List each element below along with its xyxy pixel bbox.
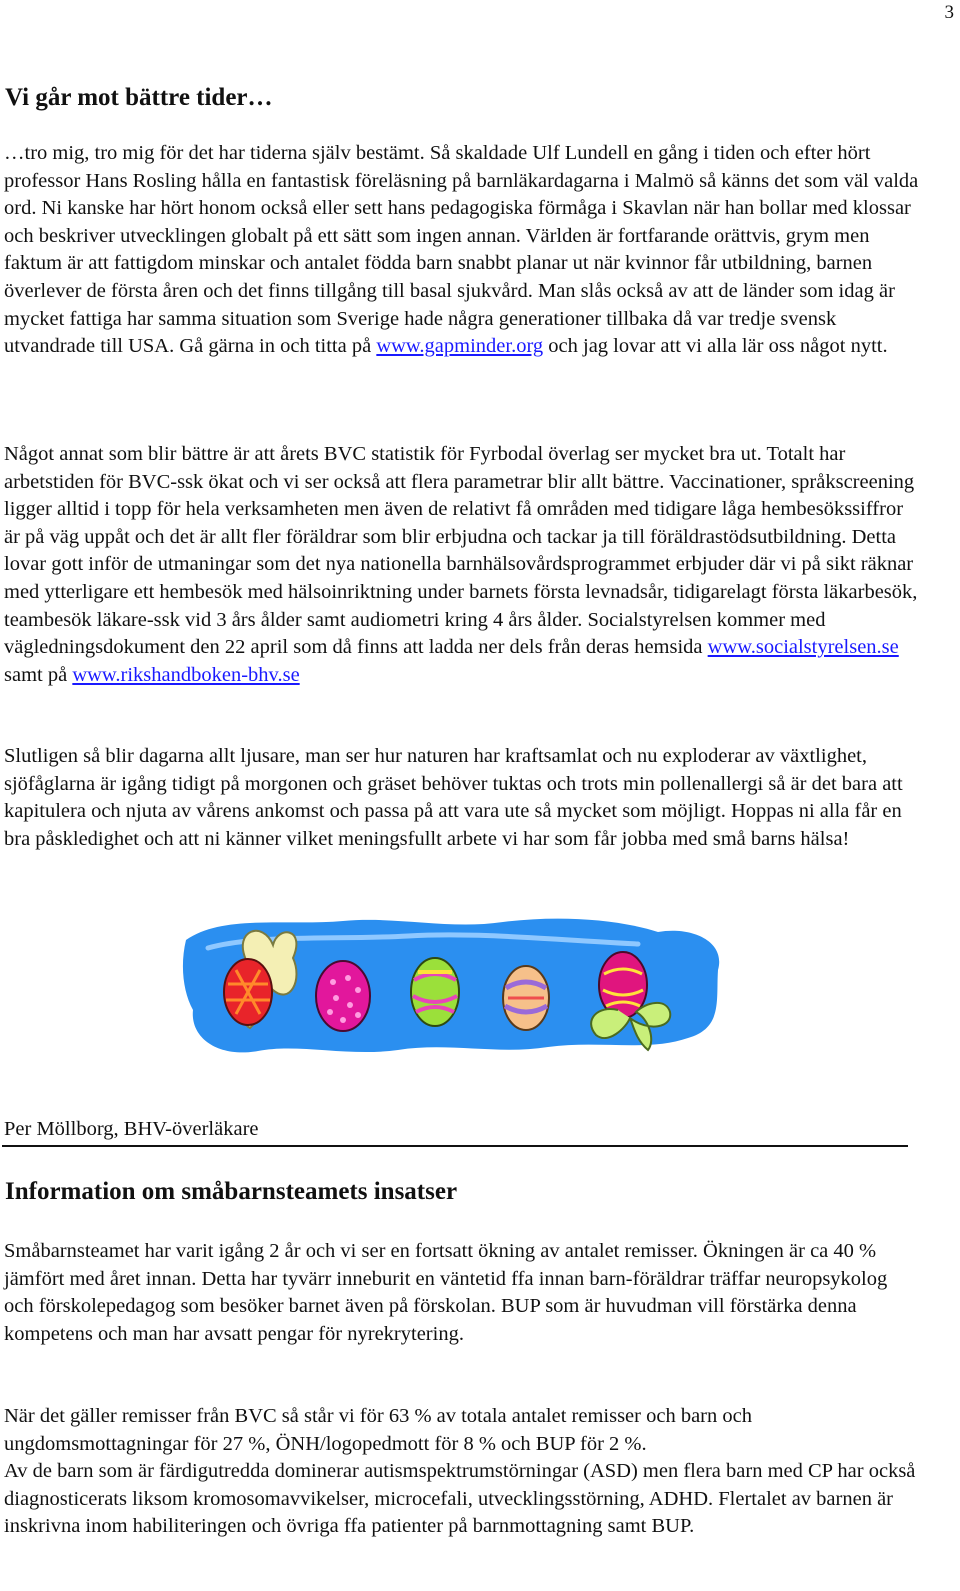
paragraph-toddler-team: Småbarnsteamet har varit igång 2 år och vi ser en fortsatt ökning av antalet remisser. Ökningen är ca 40 % jämfört med året innan. Detta har tyvärr inneburit en väntetid ffa innan barn-föräldrar träffar neuropsykolog och förskolepedagog som besöker barnet även på förskolan. BUP som är huvudman vill förstärka denna kompetens och man har avsatt pengar för nyrekrytering. <box>4 1240 888 1345</box>
paragraph-text: Något annat som blir bättre är att årets BVC statistik för Fyrbodal överlag ser mycket bra ut. Totalt har arbetstiden för BVC-ssk ökat och vi ser också att flera parametrar blir allt bättre. Vaccinationer, språkscreening ligger alltid i topp för hela verksamheten men även de relativt få områden med tidigare låga hembesökssiffror är på väg uppåt och det är allt fler föräldrar som blir erbjudna och tackar ja till föräldrastödsutbildning. Detta lovar gott inför de utmaningar som det nya nationella barnhälsovårdsprogrammet erbjuder där vi på sikt räknar med ytterligare ett hembesök med hälsoinriktning under barnets första levnadsår, tidigarelagt första läkarbesök, teambesök läkare-ssk vid 3 års ålder samt audiometri kring 4 års ålder. Socialstyrelsen kommer med vägledningsdokument den 22 april som då finns att ladda ner dels från deras hemsida <box>4 443 918 659</box>
signature: Per Möllborg, BHV-överläkare <box>4 1118 259 1140</box>
paragraph-text: samt på <box>4 663 73 686</box>
paragraph-bvc-statistics <box>4 441 919 689</box>
socialstyrelsen-link[interactable]: www.socialstyrelsen.se <box>707 636 899 659</box>
gapminder-link[interactable]: www.gapminder.org <box>376 335 544 358</box>
referrals-shares-text: När det gäller remisser från BVC så står vi för 63 % av totala antalet remisser och barn och ungdomsmottagningar för 27 %, ÖNH/logopedmott för 8 % och BUP för 2 %. <box>4 1405 752 1455</box>
section-heading-toddler-team: Information om småbarnsteamets insatser <box>5 1178 458 1205</box>
section-heading-better-times: Vi går mot bättre tider… <box>5 84 273 111</box>
paragraph-text: …tro mig, tro mig för det har tiderna själv bestämt. Så skaldade Ulf Lundell en gång i tiden och efter hört professor Hans Rosling hålla en fantastisk föreläsning på barnläkardagarna i Malmö så känns det som väl valda ord. Ni kanske har hört honom också eller sett hans pedagogiska förmåga i Skavlan när han bollar med klossar och beskriver utvecklingen globalt på ett sätt som ingen annan. Världen är fortfarande orättvis, grym men faktum är att fattigdom minskar och antalet födda barn snabbt planar ut när kvinnor får utbildning, barnen överlever de första åren och det finns tillgång till basal sjukvård. Man slås också av att de länder som idag är mycket fattiga har samma situation som Sverige hade några generationer tillbaka då var tredje svensk utvandrade till USA. Gå gärna in och titta på <box>4 142 919 358</box>
section-divider <box>2 1145 908 1147</box>
egg-green <box>411 958 459 1026</box>
paragraph-referrals <box>4 1403 919 1541</box>
easter-eggs-illustration <box>178 910 728 1060</box>
rikshandboken-link[interactable]: www.rikshandboken-bhv.se <box>72 663 300 686</box>
paragraph-spring: Slutligen så blir dagarna allt ljusare, man ser hur naturen har kraftsamlat och nu exploderar av växtlighet, sjöfåglarna är igång tidigt på morgonen och gräset behöver tuktas och trots min pollenallergi så är det bara att kapitulera och njuta av vårens ankomst och passa på att vara ute så mycket som möjligt. Hoppas ni alla får en bra påskledighet och att ni känner vilket meningsfullt arbete vi har som får jobba med små barns hälsa! <box>4 745 903 850</box>
paragraph-text: och jag lovar att vi alla lär oss något nytt. <box>543 335 888 358</box>
diagnoses-text: Av de barn som är färdigutredda dominerar autismspektrumstörningar (ASD) men flera barn med CP har också diagnosticerats liksom kromosomavvikelser, microcefali, utvecklingsstörning, ADHD. Flertalet av barnen är inskrivna inom habiliteringen och övriga ffa patienter på barnmottagning samt BUP. <box>4 1460 916 1538</box>
paragraph-rosling <box>4 140 919 361</box>
page-number: 3 <box>944 2 954 23</box>
